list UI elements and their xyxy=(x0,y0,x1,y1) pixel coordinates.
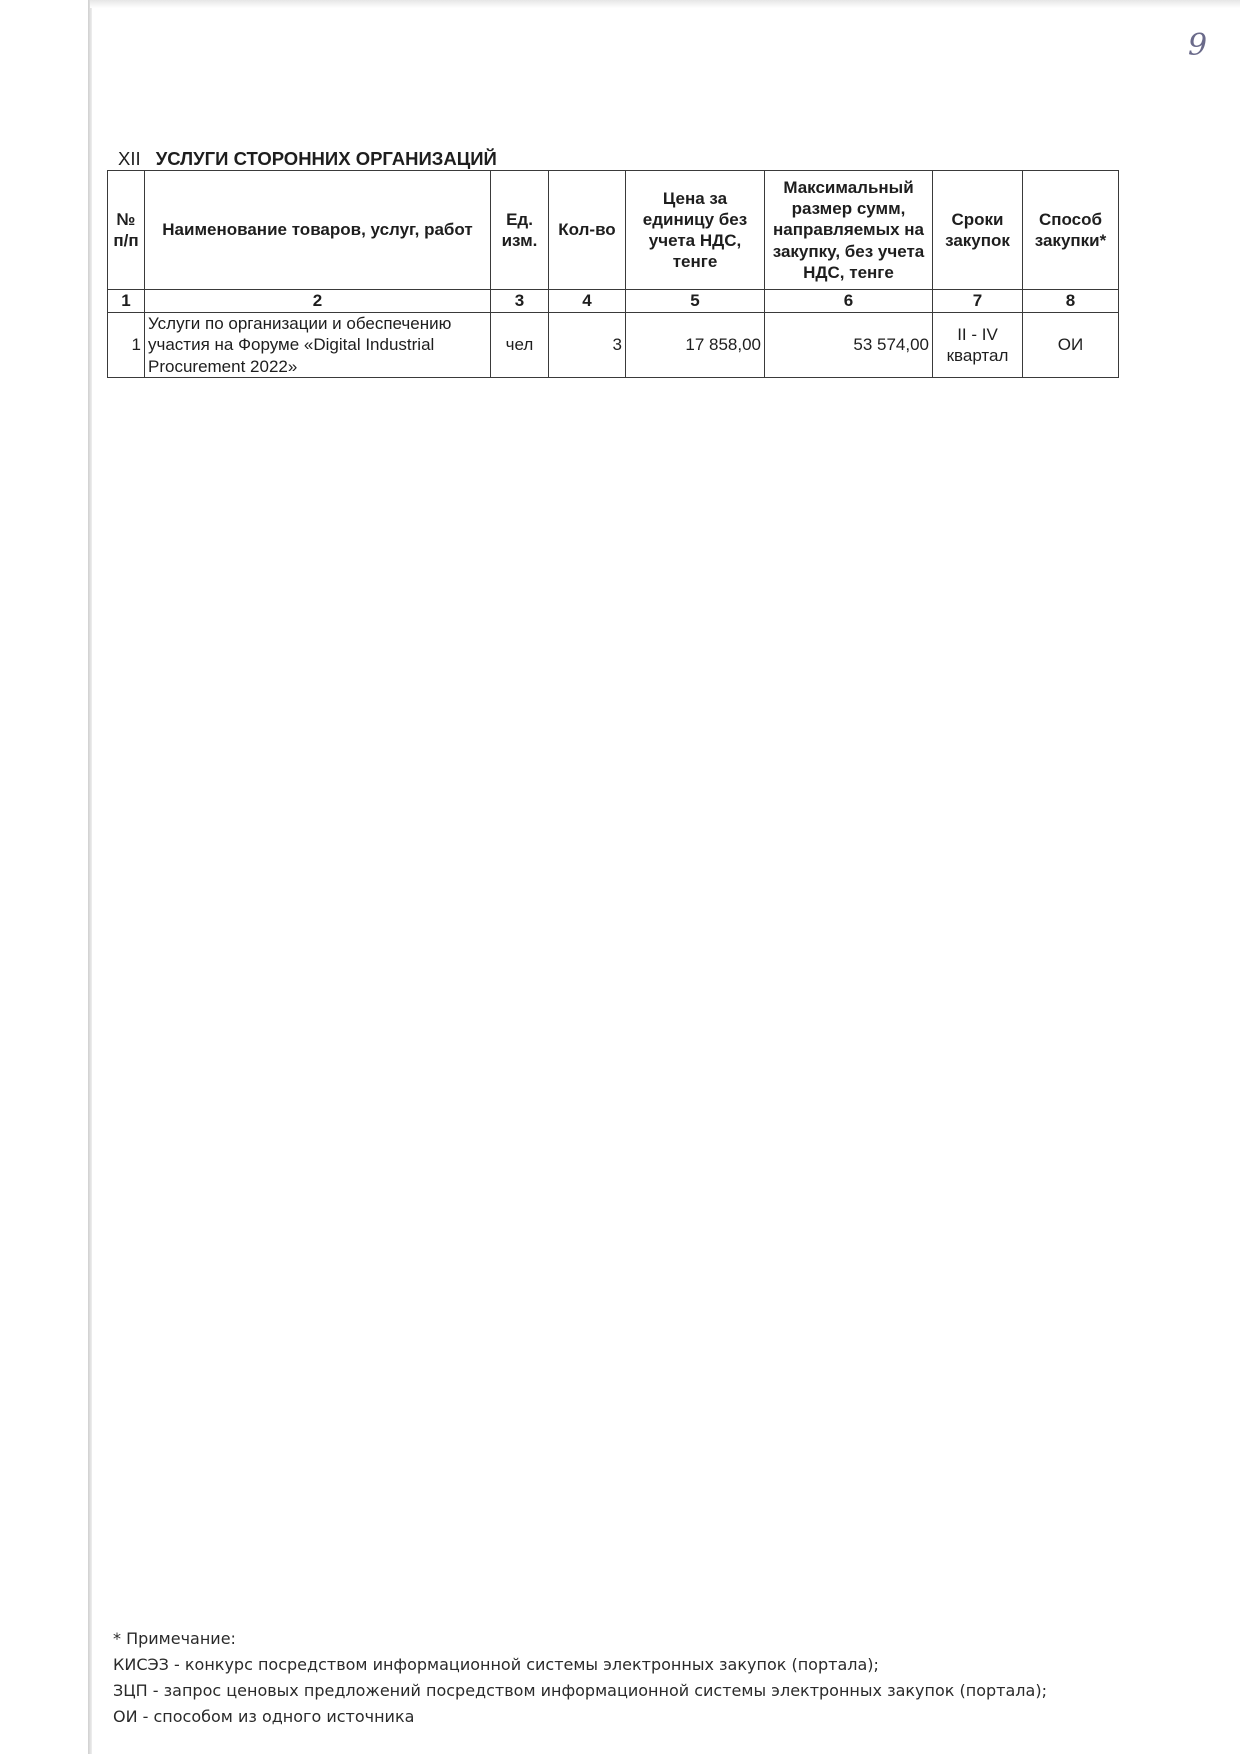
section-name: УСЛУГИ СТОРОННИХ ОРГАНИЗАЦИЙ xyxy=(155,148,497,169)
column-number-row xyxy=(108,290,1119,313)
cell-max-sum: 53 574,00 xyxy=(765,313,933,378)
cell-unit: чел xyxy=(491,313,549,378)
table-row xyxy=(108,313,1119,378)
column-number: 5 xyxy=(626,290,765,313)
column-number: 3 xyxy=(491,290,549,313)
cell-method: ОИ xyxy=(1023,313,1119,378)
column-number: 6 xyxy=(765,290,933,313)
column-number: 1 xyxy=(108,290,145,313)
column-number: 8 xyxy=(1023,290,1119,313)
header-price: Цена за единицу без учета НДС, тенге xyxy=(626,171,765,290)
table-header-row xyxy=(108,171,1119,290)
header-unit: Ед. изм. xyxy=(491,171,549,290)
footnote-line: ЗЦП - запрос ценовых предложений посредством информационной системы электронных закупок (портала); xyxy=(113,1681,1047,1700)
cell-qty: 3 xyxy=(549,313,626,378)
header-name: Наименование товаров, услуг, работ xyxy=(145,171,491,290)
footnote-line: ОИ - способом из одного источника xyxy=(113,1707,415,1726)
header-method: Способ закупки* xyxy=(1023,171,1119,290)
section-roman-numeral: XII xyxy=(118,148,141,169)
footnotes xyxy=(113,1626,1047,1730)
scan-top-shadow xyxy=(90,0,1240,8)
cell-term: II - IV квартал xyxy=(933,313,1023,378)
footnote-heading: * Примечание: xyxy=(113,1629,236,1648)
header-qty: Кол-во xyxy=(549,171,626,290)
column-number: 7 xyxy=(933,290,1023,313)
section-title xyxy=(118,148,497,170)
cell-name: Услуги по организации и обеспечению участия на Форуме «Digital Industrial Procurement 2022» xyxy=(145,313,491,378)
procurement-table xyxy=(107,170,1119,378)
header-term: Сроки закупок xyxy=(933,171,1023,290)
footnote-line: КИСЭЗ - конкурс посредством информационной системы электронных закупок (портала); xyxy=(113,1655,879,1674)
cell-price: 17 858,00 xyxy=(626,313,765,378)
header-num: № п/п xyxy=(108,171,145,290)
page-number: 9 xyxy=(1188,28,1208,63)
header-max-sum: Максимальный размер сумм, направляемых на закупку, без учета НДС, тенге xyxy=(765,171,933,290)
scan-left-edge xyxy=(88,0,92,1754)
column-number: 4 xyxy=(549,290,626,313)
column-number: 2 xyxy=(145,290,491,313)
cell-num: 1 xyxy=(108,313,145,378)
